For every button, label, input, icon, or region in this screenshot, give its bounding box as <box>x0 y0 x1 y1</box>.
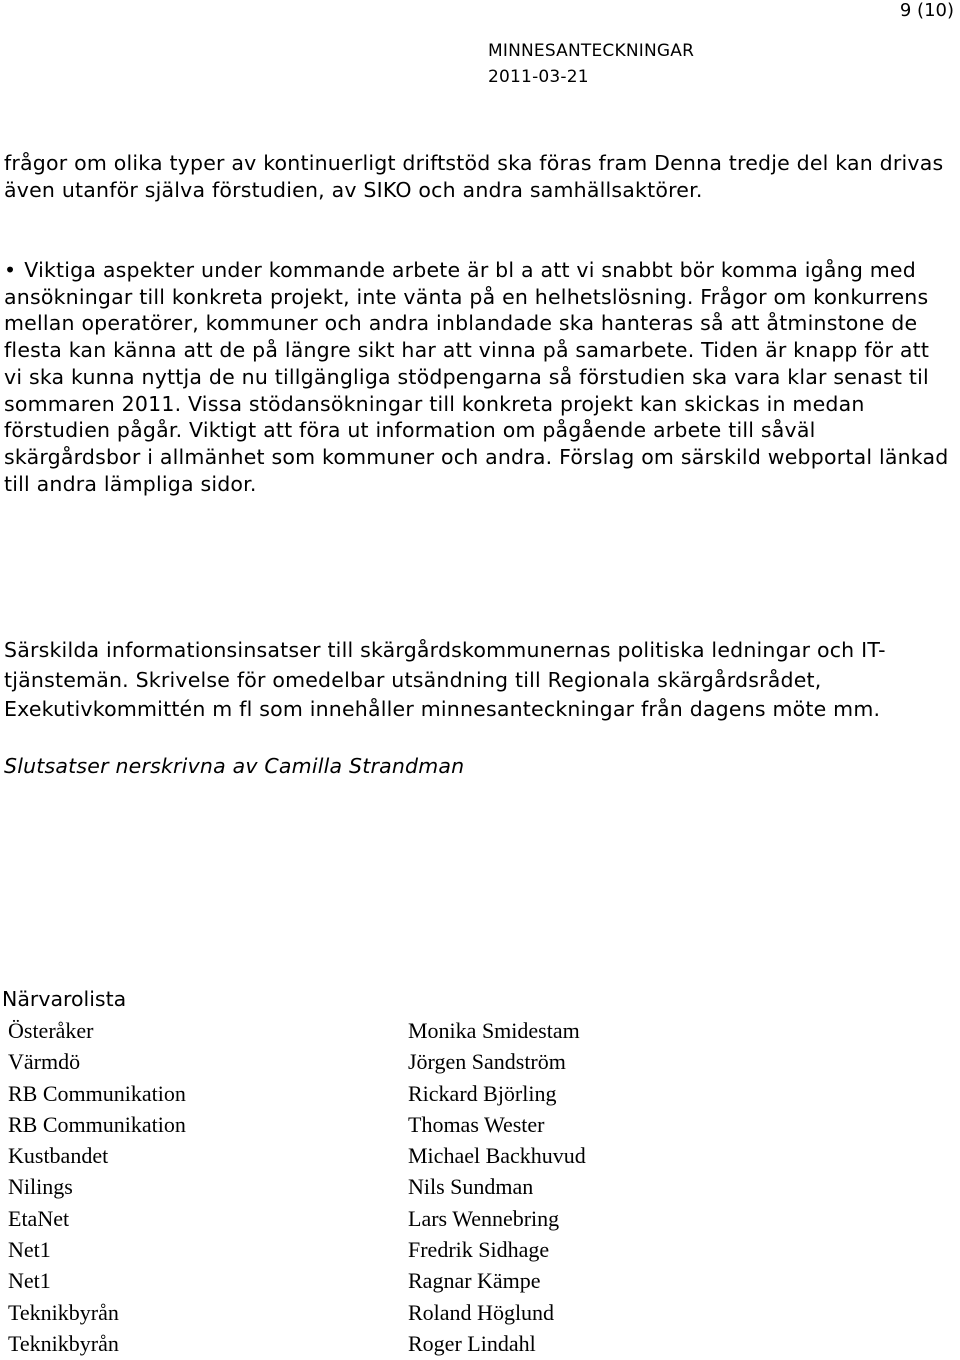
attendee-organization: Teknikbyrån <box>8 1299 119 1325</box>
attendee-organization: Teknikbyrån <box>8 1330 119 1356</box>
attendee-name: Nils Sundman <box>408 1174 534 1200</box>
attendance-row <box>8 1234 908 1265</box>
attendance-row <box>8 1328 908 1359</box>
attendee-name: Michael Backhuvud <box>408 1143 586 1169</box>
attendance-row <box>8 1109 908 1140</box>
attendance-row <box>8 1015 908 1046</box>
attendance-heading: Närvarolista <box>2 987 127 1011</box>
page-number: 9 (10) <box>899 0 954 21</box>
attendee-name: Roland Höglund <box>408 1299 555 1325</box>
attendee-organization: Net1 <box>8 1268 51 1294</box>
attendee-name: Fredrik Sidhage <box>408 1237 550 1263</box>
attendee-organization: RB Communikation <box>8 1111 186 1137</box>
attendee-name: Jörgen Sandström <box>408 1049 566 1075</box>
attendance-list <box>8 1015 908 1359</box>
attendee-organization: RB Communikation <box>8 1080 186 1106</box>
intro-paragraph: frågor om olika typer av kontinuerligt driftstöd ska föras fram Denna tredje del kan drivas även utanför själva förstudien, av SIKO och andra samhällsaktörer. <box>4 151 944 202</box>
attendee-name: Thomas Wester <box>408 1111 545 1137</box>
bullet-icon: • <box>4 258 17 282</box>
attendee-organization: Österåker <box>8 1018 94 1043</box>
attendee-organization: Värmdö <box>8 1049 81 1075</box>
document-date: 2011-03-21 <box>488 67 589 87</box>
attendee-name: Monika Smidestam <box>408 1018 580 1043</box>
document-title: MINNESANTECKNINGAR <box>488 41 695 61</box>
attendance-row <box>8 1171 908 1202</box>
closing-paragraph: Särskilda informationsinsatser till skärgårdskommunernas politiska ledningar och IT-tjänstemän. Skrivelse för omedelbar utsändning till Regionala skärgårdsrådet, Exekutivkommittén m fl som innehåller minnesanteckningar från dagens möte mm. <box>4 638 886 721</box>
attendance-row <box>8 1046 908 1077</box>
attendee-name: Ragnar Kämpe <box>408 1268 541 1294</box>
attendance-row <box>8 1265 908 1296</box>
bullet-paragraph <box>4 257 954 497</box>
attendee-organization: EtaNet <box>8 1205 70 1231</box>
attendee-name: Rickard Björling <box>408 1080 557 1106</box>
attendee-organization: Kustbandet <box>8 1143 109 1169</box>
attendance-row <box>8 1203 908 1234</box>
bullet-text: Viktiga aspekter under kommande arbete är bl a att vi snabbt bör komma igång med ansökningar till konkreta projekt, inte vänta på en helhetslösning. Frågor om konkurrens mellan operatörer, kommuner och andra inblandade ska hanteras så att åtminstone de flesta kan känna att de på längre sikt har att vinna på samarbete. Tiden är knapp för att vi ska kunna nyttja de nu tillgängliga stödpengarna så förstudien ska vara klar senast til sommaren 2011. Vissa stödansökningar till konkreta projekt kan skickas in medan förstudien pågår. Viktigt att föra ut information om pågående arbete till såväl skärgårdsbor i allmänhet som kommuner och andra. Förslag om särskild webportal länkad till andra lämpliga sidor. <box>4 258 949 496</box>
attendance-row <box>8 1140 908 1171</box>
attendee-organization: Nilings <box>8 1174 73 1200</box>
attendance-row <box>8 1297 908 1328</box>
attendee-organization: Net1 <box>8 1237 51 1263</box>
attendee-name: Roger Lindahl <box>408 1330 536 1356</box>
attendee-name: Lars Wennebring <box>408 1205 560 1231</box>
attendance-row <box>8 1078 908 1109</box>
signature-line: Slutsatser nerskrivna av Camilla Strandman <box>4 754 465 778</box>
